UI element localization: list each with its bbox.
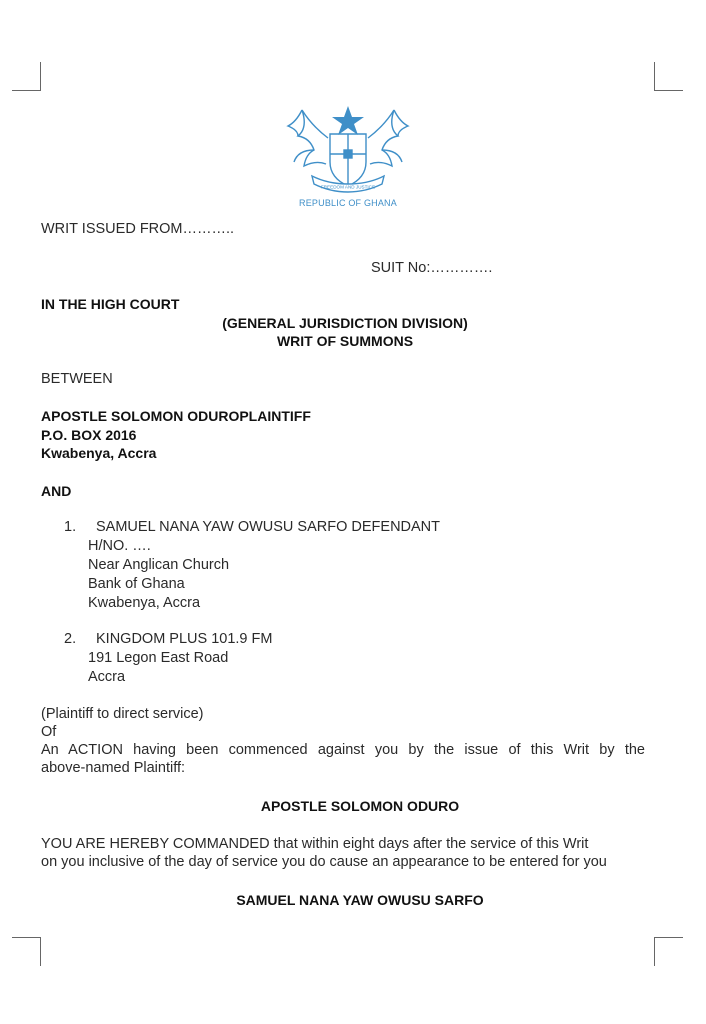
court-name: IN THE HIGH COURT	[41, 296, 180, 312]
and-label: AND	[41, 483, 72, 499]
suit-number: SUIT No:………….	[371, 260, 493, 276]
crop-mark-bottom-right	[654, 937, 683, 966]
plaintiff-box: P.O. BOX 2016	[41, 427, 137, 443]
action-text-line-1: An ACTION having been commenced against you by the issue of this Writ by the	[41, 742, 645, 758]
crop-mark-bottom-left	[12, 937, 41, 966]
court-division: (GENERAL JURISDICTION DIVISION)	[222, 315, 468, 331]
plaintiff-place: Kwabenya, Accra	[41, 445, 157, 461]
ghana-coat-of-arms	[268, 92, 428, 218]
defendant-1-address-line: Kwabenya, Accra	[88, 595, 201, 611]
plaintiff-name-centered: APOSTLE SOLOMON ODURO	[260, 798, 460, 814]
document-title: WRIT OF SUMMONS	[276, 333, 414, 349]
defendant-1-number: 1.	[64, 519, 77, 535]
defendant-2-number: 2.	[64, 631, 77, 647]
writ-issued-from: WRIT ISSUED FROM………..	[41, 221, 235, 237]
plaintiff-name-line: APOSTLE SOLOMON ODUROPLAINTIFF	[41, 408, 311, 424]
defendant-2-address-line: Accra	[88, 669, 126, 685]
crop-mark-top-left	[12, 62, 41, 91]
defendant-2-name-line: KINGDOM PLUS 101.9 FM	[96, 631, 273, 647]
of-label: Of	[41, 724, 57, 740]
defendant-1-name-line: SAMUEL NANA YAW OWUSU SARFO DEFENDANT	[96, 519, 441, 535]
defendant-1-address-line: H/NO. ….	[88, 538, 151, 554]
defendant-1-address-line: Bank of Ghana	[88, 576, 185, 592]
defendant-2-address-line: 191 Legon East Road	[88, 650, 229, 666]
coat-of-arms-icon	[268, 92, 428, 200]
between-label: BETWEEN	[41, 371, 113, 387]
direct-service-note: (Plaintiff to direct service)	[41, 706, 204, 722]
crop-mark-top-right	[654, 62, 683, 91]
motto-text: FREEDOM AND JUSTICE	[320, 184, 376, 190]
action-text-line-2: above-named Plaintiff:	[41, 760, 186, 776]
defendant-1-address-line: Near Anglican Church	[88, 557, 230, 573]
command-text-line-2: on you inclusive of the day of service you do cause an appearance to be entered for you	[41, 854, 607, 870]
defendant-name-centered: SAMUEL NANA YAW OWUSU SARFO	[236, 892, 484, 908]
command-text-line-1: YOU ARE HEREBY COMMANDED that within eight days after the service of this Writ	[41, 836, 589, 852]
emblem-caption: REPUBLIC OF GHANA	[299, 198, 397, 208]
